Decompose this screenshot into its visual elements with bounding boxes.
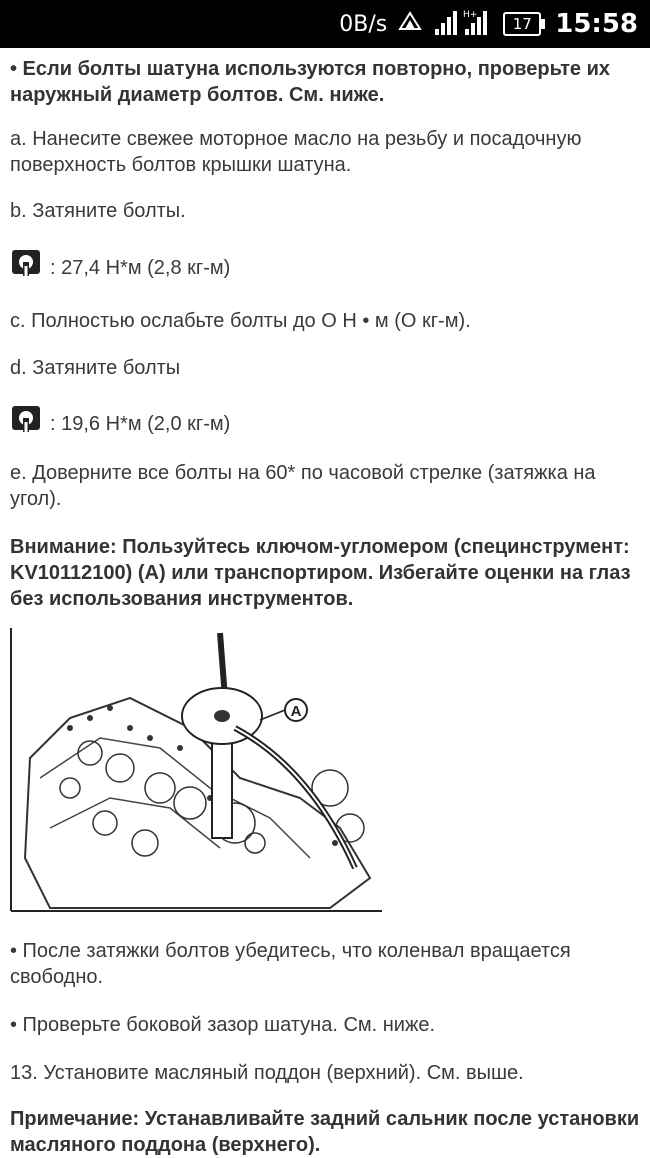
network-type: H+ [463,10,478,20]
status-bar [0,0,650,48]
step-e: e. Доверните все болты на 60* по часовой стрелке (затяжка на угол). [10,462,596,510]
torque-spec-1 [10,248,230,287]
step-d: d. Затяните болты [10,357,181,379]
step-b: b. Затяните болты. [10,200,186,222]
after-tighten-text: • После затяжки болтов убедитесь, что коленвал вращается свободно. [10,940,571,988]
angle-gauge-illustration [10,628,382,913]
torque-wrench-icon [10,248,50,287]
warning-text: Внимание: Пользуйтесь ключом-угломером (специнструмент: KV10112100) (А) или транспортиром. Избегайте оценки на глаз без использования инструментов. [10,536,631,610]
signal-icon [433,7,493,41]
battery-icon: 17 [503,12,541,36]
step-a: a. Нанесите свежее моторное масло на резьбу и посадочную поверхность болтов крышки шатуна. [10,128,582,176]
torque-spec-2 [10,404,230,443]
step-13: 13. Установите масляный поддон (верхний). См. выше. [10,1062,524,1084]
torque-value-2: : 19,6 Н*м (2,0 кг-м) [50,412,231,435]
wifi-icon [397,9,423,39]
check-clearance-text: • Проверьте боковой зазор шатуна. См. ниже. [10,1014,436,1036]
note-text: Примечание: Устанавливайте задний сальник после установки масляного поддона (верхнего). [10,1108,640,1156]
torque-value-1: : 27,4 Н*м (2,8 кг-м) [50,256,231,279]
network-speed: 0B/s [339,11,388,37]
clock: 15:58 [555,9,638,39]
torque-wrench-icon [10,404,50,443]
intro-text: • Если болты шатуна используются повторно, проверьте их наружный диаметр болтов. См. ниже. [10,58,611,106]
figure-label-a: A [290,703,302,720]
step-c: c. Полностью ослабьте болты до О Н • м (О кг-м). [10,310,471,332]
